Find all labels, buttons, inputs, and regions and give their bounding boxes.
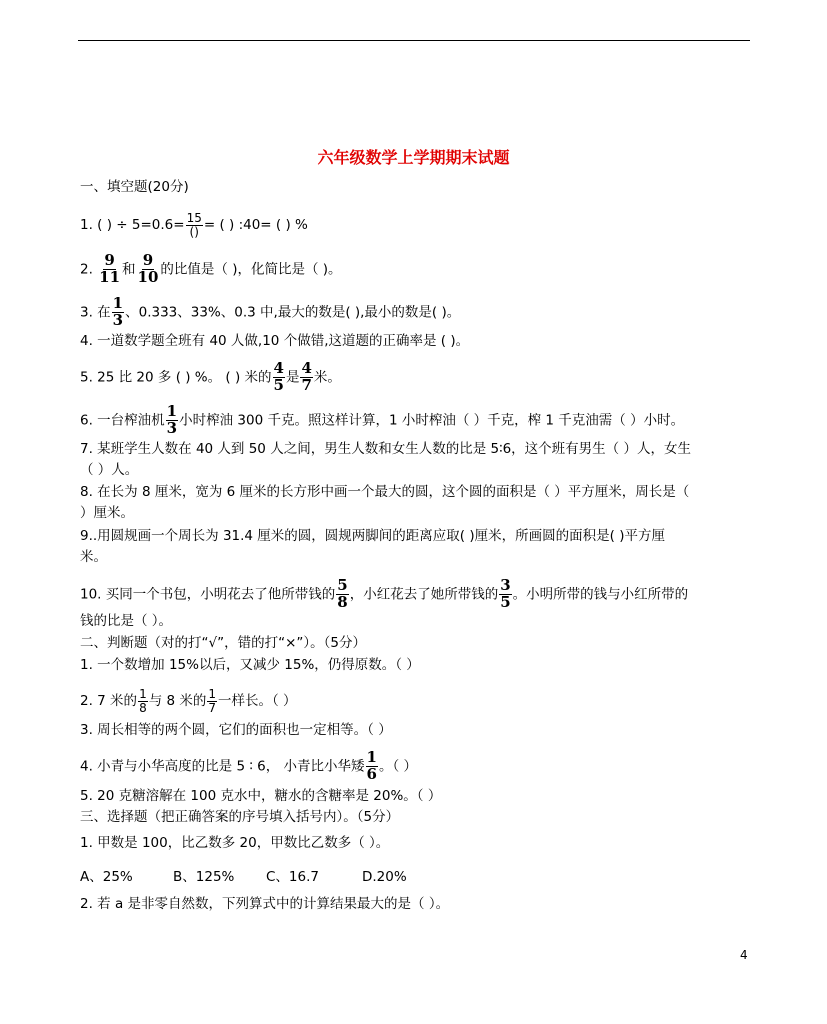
- question-1-7-cont: （ ）人。: [80, 462, 139, 478]
- question-1-10-cont: 钱的比是（ ）。: [80, 613, 173, 629]
- question-1-2: 2. $\frac{9}{11}$ 和 $\frac{9}{10}$ 的比值是（ )，化简比是（ )。: [80, 251, 342, 286]
- question-1-9-cont: 米。: [80, 549, 107, 565]
- question-2-5: 5. 20 克糖溶解在 100 克水中，糖水的含糖率是 20%。（ ）: [80, 788, 442, 804]
- fraction: $\frac{1}{8}$: [139, 687, 147, 715]
- fraction: $\frac{1}{3}$: [166, 402, 178, 437]
- question-1-7: 7. 某班学生人数在 40 人到 50 人之间，男生人数和女生人数的比是 5∶6，这个班有男生（ ）人，女生: [80, 441, 691, 457]
- question-1-9: 9..用圆规画一个周长为 31.4 厘米的圆，圆规两脚间的距离应取( )厘米，所画圆的面积是( )平方厘: [80, 528, 665, 544]
- section-2-heading: 二、判断题（对的打“√”，错的打“×”）。（5分）: [80, 635, 366, 651]
- fraction: $\frac{1}{7}$: [208, 687, 217, 715]
- fraction: $\frac{15}{()}$: [186, 211, 202, 239]
- header-rule: [78, 40, 750, 41]
- fraction: $\frac{4}{5}$: [273, 359, 284, 394]
- fraction: $\frac{9}{10}$: [137, 251, 159, 286]
- option-a: A、25%: [80, 869, 133, 885]
- page-title: 六年级数学上学期期末试题: [317, 148, 510, 167]
- question-1-8-cont: ）厘米。: [80, 505, 134, 521]
- fraction: $\frac{9}{11}$: [99, 251, 121, 286]
- question-2-2: 2. 7 米的 $\frac{1}{8}$ 与 8 米的 $\frac{1}{7}$ 一样长。（ ）: [80, 687, 297, 715]
- question-1-4: 4. 一道数学题全班有 40 人做,10 个做错,这道题的正确率是 ( )。: [80, 333, 470, 349]
- fraction: $\frac{5}{8}$: [337, 576, 348, 611]
- fraction: $\frac{1}{6}$: [366, 748, 377, 783]
- question-2-1: 1. 一个数增加 15%以后，又减少 15%，仍得原数。（ ）: [80, 657, 420, 673]
- section-1-heading: 一、填空题(20分): [80, 179, 189, 195]
- question-1-6: 6. 一台榨油机 $\frac{1}{3}$ 小时榨油 300 千克。照这样计算，1 小时榨油（ ）千克，榨 1 千克油需（ ）小时。: [80, 402, 685, 437]
- page-number: 4: [740, 948, 748, 962]
- question-1-1: 1. ( ) ÷ 5=0.6= $\frac{15}{()}$ = ( ) :40= ( ) %: [80, 211, 308, 239]
- question-1-5: 5. 25 比 20 多 ( ) %。 ( ) 米的 $\frac{4}{5}$ 是 $\frac{4}{7}$ 米。: [80, 359, 341, 394]
- option-c: C、16.7: [266, 869, 319, 885]
- option-b: B、125%: [173, 869, 235, 885]
- question-2-3: 3. 周长相等的两个圆，它们的面积也一定相等。（ ）: [80, 722, 392, 738]
- question-3-1-options: [80, 868, 407, 886]
- fraction: $\frac{3}{5}$: [500, 576, 511, 611]
- question-3-1: 1. 甲数是 100，比乙数多 20，甲数比乙数多（ ）。: [80, 835, 390, 851]
- fraction: $\frac{1}{3}$: [112, 294, 124, 329]
- question-1-3: 3. 在 $\frac{1}{3}$ 、0.333、33%、0.3 中,最大的数是( ),最小的数是( )。: [80, 294, 461, 329]
- question-1-8: 8. 在长为 8 厘米，宽为 6 厘米的长方形中画一个最大的圆，这个圆的面积是（ ）平方厘米，周长是（: [80, 484, 690, 500]
- fraction: $\frac{4}{7}$: [301, 359, 312, 394]
- question-1-10: 10. 买同一个书包，小明花去了他所带钱的 $\frac{5}{8}$ ，小红花去了她所带钱的 $\frac{3}{5}$ 。小明所带的钱与小红所带的: [80, 576, 689, 611]
- question-2-4: 4. 小青与小华高度的比是 5 ∶ 6， 小青比小华矮 $\frac{1}{6}$ 。（ ）: [80, 748, 418, 783]
- section-3-heading: 三、选择题（把正确答案的序号填入括号内）。（5分）: [80, 809, 400, 825]
- question-3-2: 2. 若 a 是非零自然数，下列算式中的计算结果最大的是（ ）。: [80, 896, 450, 912]
- option-d: D.20%: [362, 869, 407, 885]
